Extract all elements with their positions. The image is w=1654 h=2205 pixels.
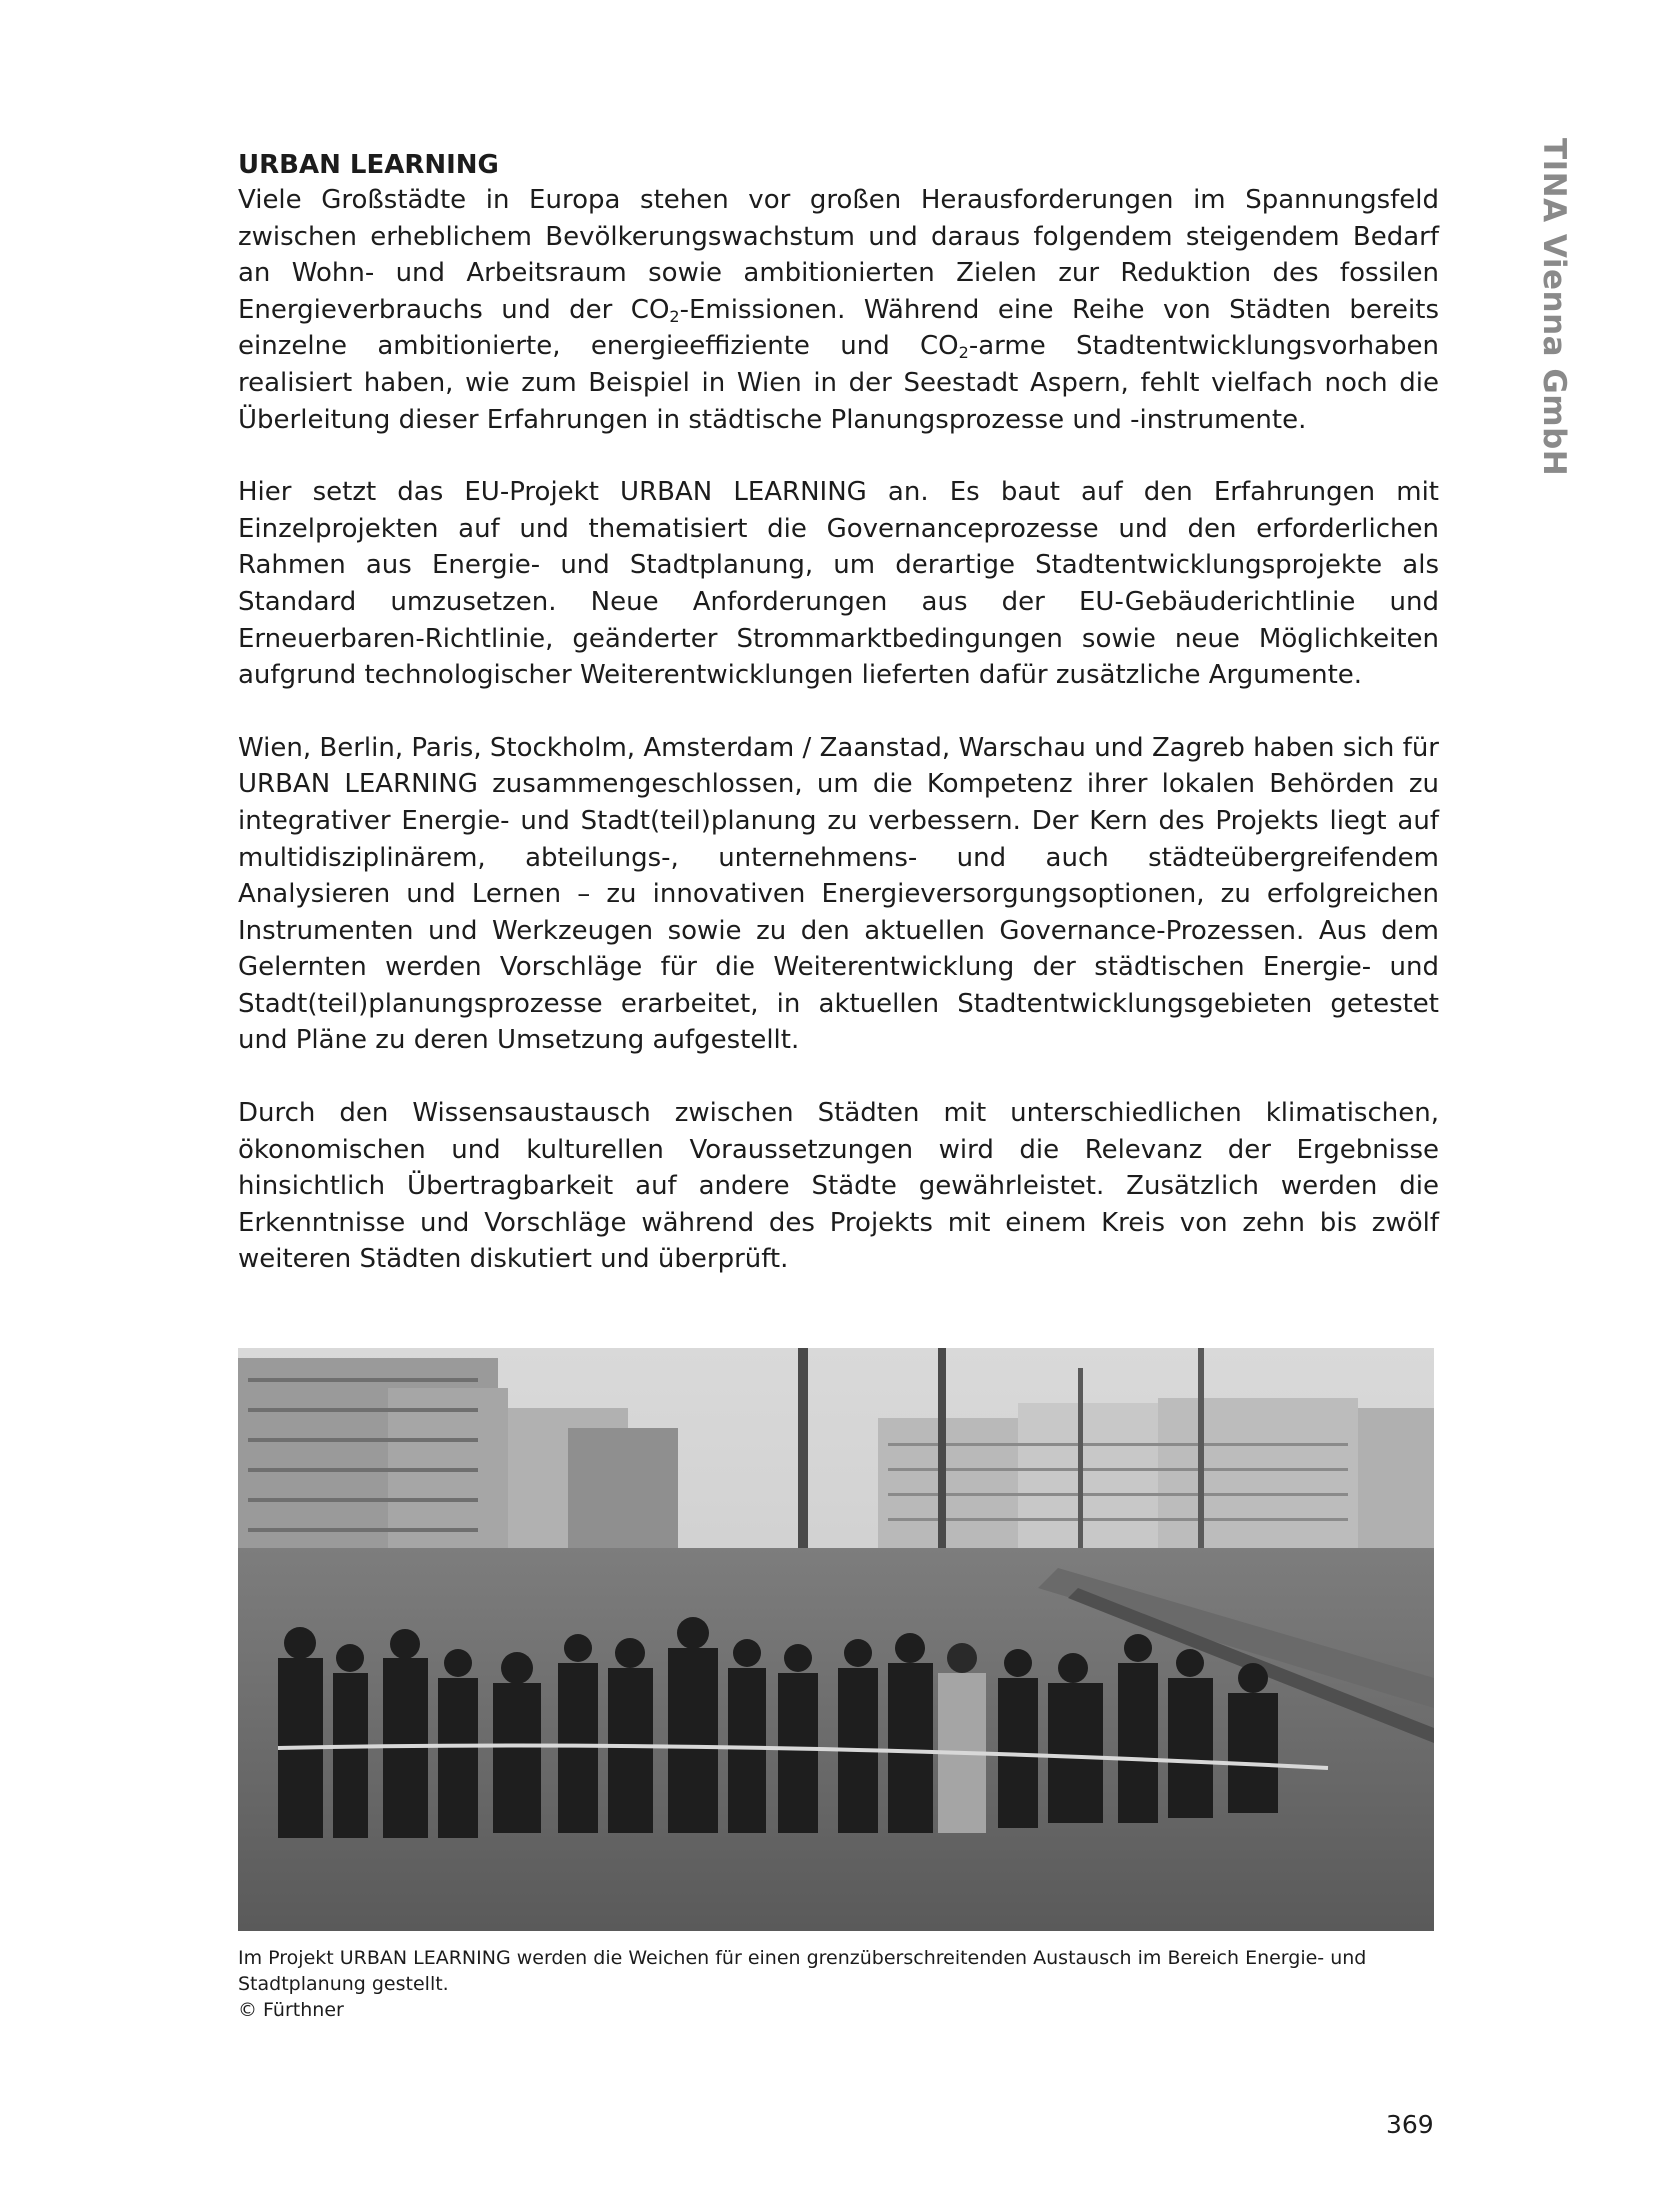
group-photo (238, 1348, 1434, 1931)
group-photo-illustration (238, 1348, 1434, 1931)
co2-subscript-2: 2 (958, 343, 969, 363)
paragraph-1-text-b: -Emissionen. Während eine Reihe von Städten bereits einzelne ambitionierte, energieeffiziente und CO (238, 294, 1439, 362)
page-number: 369 (1386, 2110, 1434, 2139)
paragraph-3: Wien, Berlin, Paris, Stockholm, Amsterdam / Zaanstad, Warschau und Zagreb haben sich für URBAN LEARNING zusammengeschlossen, um die Kompetenz ihrer lokalen Behörden zu integrativer Energie- und Stadt(teil)planung zu verbessern. Der Kern des Projekts liegt auf multidisziplinärem, abteilungs-, unternehmens- und auch städteübergreifendem Analysieren und Lernen – zu innovativen Energieversorgungsoptionen, zu erfolgreichen Instrumenten und Werkzeugen sowie zu den aktuellen Governance-Prozessen. Aus dem Gelernten werden Vorschläge für die Weiterentwicklung der städtischen Energie- und Stadt(teil)planungsprozesse erarbeitet, in aktuellen Stadtentwicklungsgebieten getestet und Pläne zu deren Umsetzung aufgestellt. (238, 732, 1439, 1056)
side-label: TINA Vienna GmbH (1536, 138, 1572, 477)
photo-credit: © Fürthner (238, 1999, 344, 2021)
paragraph-4: Durch den Wissensaustausch zwischen Städten mit unterschiedlichen klimatischen, ökonomischen und kulturellen Voraussetzungen wird die Relevanz der Ergebnisse hinsichtlich Übertragbarkeit auf andere Städte gewährleistet. Zusätzlich werden die Erkenntnisse und Vorschläge während des Projekts mit einem Kreis von zehn bis zwölf weiteren Städten diskutiert und überprüft. (238, 1098, 1439, 1275)
paragraph-2: Hier setzt das EU-Projekt URBAN LEARNING an. Es baut auf den Erfahrungen mit Einzelprojekten auf und thematisiert die Governanceprozesse und den erforderlichen Rahmen aus Energie- und Stadtplanung, um derartige Stadtentwicklungsprojekte als Standard umzusetzen. Neue Anforderungen aus der EU-Gebäuderichtlinie und Erneuerbaren-Richtlinie, geänderter Strommarktbedingungen sowie neue Möglichkeiten aufgrund technologischer Weiterentwicklungen lieferten dafür zusätzliche Argumente. (238, 477, 1439, 691)
co2-subscript-1: 2 (669, 306, 680, 326)
article-body (238, 148, 1439, 1314)
article-heading: URBAN LEARNING (238, 150, 499, 180)
caption-text: Im Projekt URBAN LEARNING werden die Weichen für einen grenzüberschreitenden Austausch im Bereich Energie- und Stadtplanung gestellt. (238, 1947, 1367, 1995)
paragraph-1 (238, 182, 1439, 438)
photo-caption (238, 1945, 1438, 2023)
paragraph-1-text-c: -arme Stadtentwicklungsvorhaben realisiert haben, wie zum Beispiel in Wien in der Seestadt Aspern, fehlt vielfach noch die Überleitung dieser Erfahrungen in städtische Planungsprozesse und -instrumente. (238, 331, 1439, 435)
paragraph-1-text-a: Viele Großstädte in Europa stehen vor großen Herausforderungen im Spannungsfeld zwischen erheblichem Bevölkerungswachstum und daraus folgendem steigendem Bedarf an Wohn- und Arbeitsraum sowie ambitionierten Zielen zur Reduktion des fossilen Energieverbrauchs und der CO (238, 185, 1439, 325)
